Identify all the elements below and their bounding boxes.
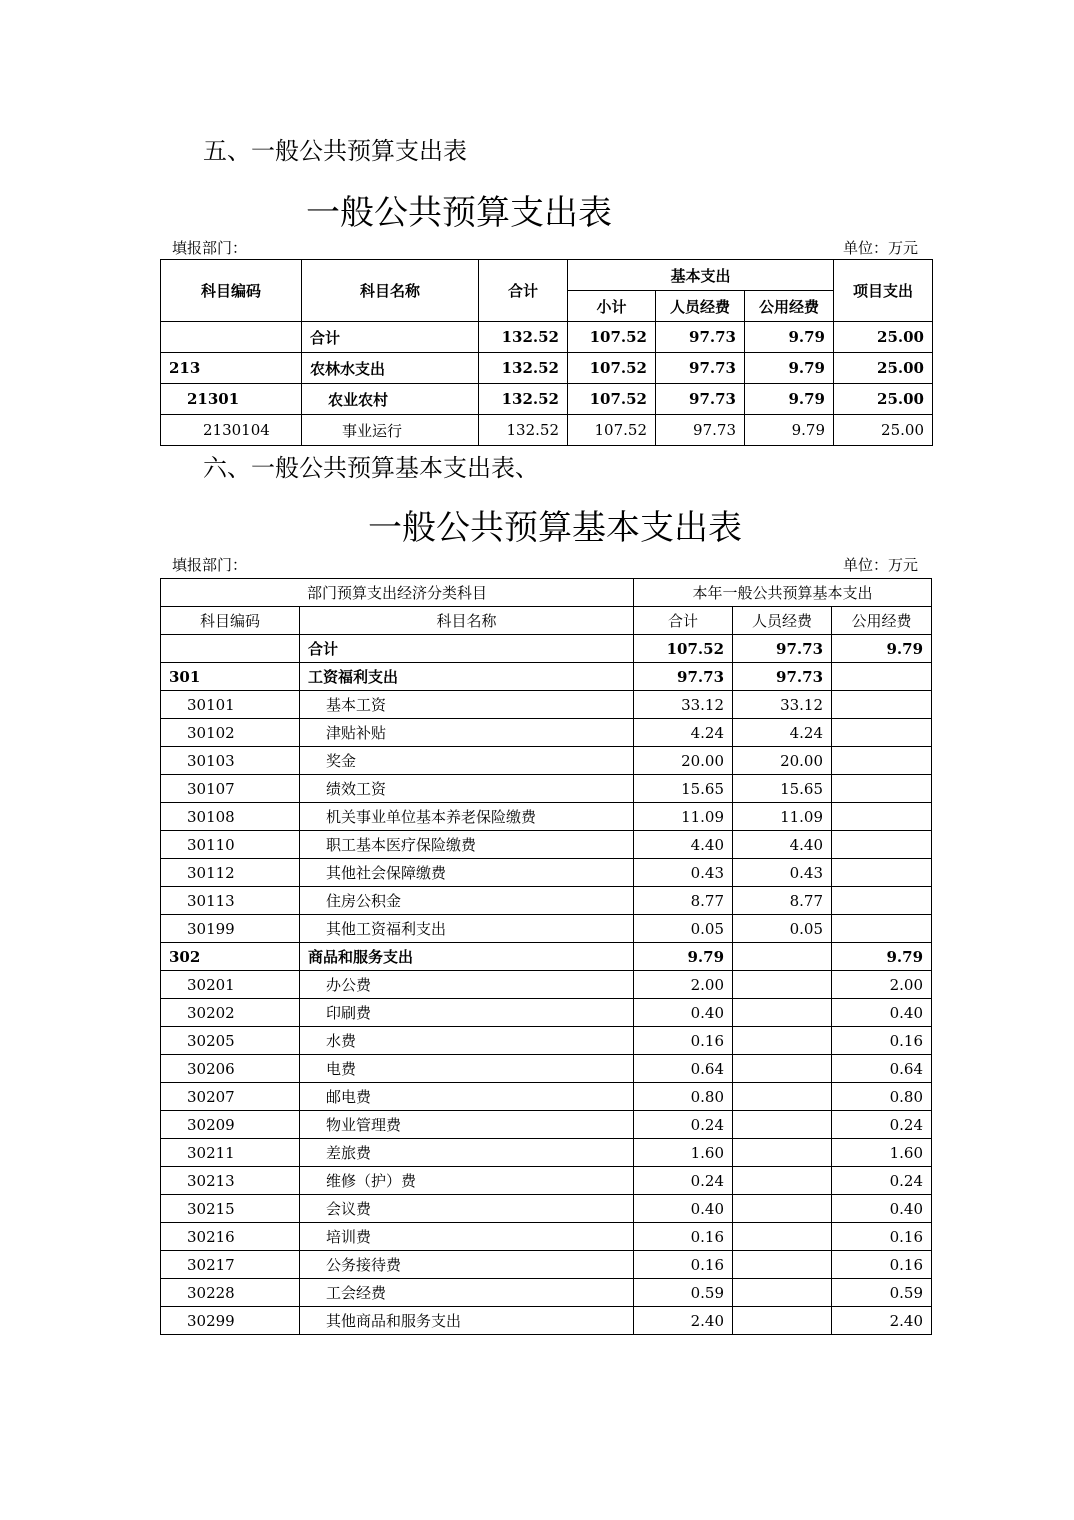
cell-name: 培训费 <box>300 1223 634 1251</box>
cell-total: 97.73 <box>634 663 733 691</box>
cell-public: 2.00 <box>832 971 932 999</box>
cell-public: 1.60 <box>832 1139 932 1167</box>
cell-subtotal: 107.52 <box>568 353 656 384</box>
cell-public: 9.79 <box>745 415 834 446</box>
cell-public <box>832 719 932 747</box>
cell-code: 30209 <box>161 1111 300 1139</box>
cell-personnel: 20.00 <box>733 747 832 775</box>
section5-heading: 五、一般公共预算支出表 <box>203 137 467 165</box>
cell-public: 9.79 <box>832 943 932 971</box>
cell-public: 0.24 <box>832 1167 932 1195</box>
cell-public: 0.16 <box>832 1223 932 1251</box>
cell-public: 9.79 <box>745 384 834 415</box>
cell-code: 30110 <box>161 831 300 859</box>
cell-personnel: 15.65 <box>733 775 832 803</box>
cell-project: 25.00 <box>834 384 933 415</box>
cell-project: 25.00 <box>834 353 933 384</box>
cell-total: 2.40 <box>634 1307 733 1335</box>
cell-public: 0.16 <box>832 1251 932 1279</box>
cell-name: 职工基本医疗保险缴费 <box>300 831 634 859</box>
cell-personnel <box>733 1307 832 1335</box>
t1-header-personnel: 人员经费 <box>656 291 745 322</box>
t2-header-personnel: 人员经费 <box>733 607 832 635</box>
cell-name: 水费 <box>300 1027 634 1055</box>
cell-code: 30199 <box>161 915 300 943</box>
table-row <box>161 691 932 719</box>
table-row <box>161 887 932 915</box>
cell-public <box>832 887 932 915</box>
general-budget-basic-expenditure-table <box>160 578 932 1335</box>
cell-code: 30102 <box>161 719 300 747</box>
cell-total: 0.16 <box>634 1027 733 1055</box>
cell-public: 9.79 <box>745 322 834 353</box>
cell-code: 30202 <box>161 999 300 1027</box>
table-row <box>161 943 932 971</box>
cell-personnel: 97.73 <box>656 353 745 384</box>
cell-name: 维修（护）费 <box>300 1167 634 1195</box>
cell-subtotal: 107.52 <box>568 322 656 353</box>
t2-header-name: 科目名称 <box>300 607 634 635</box>
cell-name: 其他商品和服务支出 <box>300 1307 634 1335</box>
cell-total: 0.24 <box>634 1111 733 1139</box>
cell-public: 0.16 <box>832 1027 932 1055</box>
cell-code: 30217 <box>161 1251 300 1279</box>
cell-public <box>832 915 932 943</box>
cell-subtotal: 107.52 <box>568 415 656 446</box>
cell-name: 工资福利支出 <box>300 663 634 691</box>
cell-name: 其他工资福利支出 <box>300 915 634 943</box>
table-row <box>161 1251 932 1279</box>
cell-public <box>832 691 932 719</box>
cell-total: 20.00 <box>634 747 733 775</box>
cell-personnel <box>733 971 832 999</box>
cell-total: 2.00 <box>634 971 733 999</box>
cell-personnel <box>733 1083 832 1111</box>
cell-project: 25.00 <box>834 415 933 446</box>
table-row <box>161 663 932 691</box>
cell-name: 住房公积金 <box>300 887 634 915</box>
table-row <box>161 322 933 353</box>
t1-header-code: 科目编码 <box>161 260 302 322</box>
cell-name: 电费 <box>300 1055 634 1083</box>
cell-code: 30113 <box>161 887 300 915</box>
t2-header-group-right: 本年一般公共预算基本支出 <box>634 579 932 607</box>
cell-code: 30205 <box>161 1027 300 1055</box>
table-row <box>161 1167 932 1195</box>
cell-total: 107.52 <box>634 635 733 663</box>
table-row <box>161 831 932 859</box>
table2-dept-label: 填报部门： <box>172 556 248 574</box>
cell-name: 合计 <box>300 635 634 663</box>
cell-total: 132.52 <box>479 415 568 446</box>
cell-public: 0.80 <box>832 1083 932 1111</box>
table-row <box>161 384 933 415</box>
cell-name: 物业管理费 <box>300 1111 634 1139</box>
t2-header-public: 公用经费 <box>832 607 932 635</box>
cell-public: 0.40 <box>832 1195 932 1223</box>
cell-personnel: 97.73 <box>656 415 745 446</box>
cell-public <box>832 831 932 859</box>
cell-code: 30103 <box>161 747 300 775</box>
table-row <box>161 1055 932 1083</box>
t1-header-public: 公用经费 <box>745 291 834 322</box>
table-row <box>161 635 932 663</box>
cell-personnel: 97.73 <box>733 663 832 691</box>
table-row <box>161 859 932 887</box>
table-row <box>161 1279 932 1307</box>
cell-code <box>161 635 300 663</box>
cell-name: 商品和服务支出 <box>300 943 634 971</box>
cell-code: 30213 <box>161 1167 300 1195</box>
table-row <box>161 353 933 384</box>
table-row <box>161 747 932 775</box>
cell-total: 0.59 <box>634 1279 733 1307</box>
cell-personnel <box>733 1223 832 1251</box>
cell-personnel: 11.09 <box>733 803 832 831</box>
table-row <box>161 1307 932 1335</box>
cell-code: 30112 <box>161 859 300 887</box>
cell-code <box>161 322 302 353</box>
t2-header-total: 合计 <box>634 607 733 635</box>
cell-total: 9.79 <box>634 943 733 971</box>
cell-total: 132.52 <box>479 384 568 415</box>
cell-name: 绩效工资 <box>300 775 634 803</box>
cell-total: 0.16 <box>634 1223 733 1251</box>
section6-heading: 六、一般公共预算基本支出表、 <box>203 454 539 482</box>
cell-name: 差旅费 <box>300 1139 634 1167</box>
cell-personnel: 8.77 <box>733 887 832 915</box>
cell-name: 奖金 <box>300 747 634 775</box>
cell-public: 2.40 <box>832 1307 932 1335</box>
cell-code: 30201 <box>161 971 300 999</box>
cell-personnel <box>733 1139 832 1167</box>
cell-total: 8.77 <box>634 887 733 915</box>
cell-public <box>832 803 932 831</box>
cell-code: 30108 <box>161 803 300 831</box>
cell-name: 合计 <box>302 322 479 353</box>
cell-name: 公务接待费 <box>300 1251 634 1279</box>
cell-code: 30207 <box>161 1083 300 1111</box>
cell-code: 30215 <box>161 1195 300 1223</box>
cell-code: 21301 <box>161 384 302 415</box>
cell-total: 11.09 <box>634 803 733 831</box>
cell-total: 0.64 <box>634 1055 733 1083</box>
cell-code: 30206 <box>161 1055 300 1083</box>
table-row <box>161 971 932 999</box>
t2-header-group-left: 部门预算支出经济分类科目 <box>161 579 634 607</box>
cell-personnel <box>733 1111 832 1139</box>
cell-total: 1.60 <box>634 1139 733 1167</box>
cell-personnel <box>733 1251 832 1279</box>
cell-code: 30228 <box>161 1279 300 1307</box>
table-row <box>161 1139 932 1167</box>
cell-public: 0.40 <box>832 999 932 1027</box>
cell-name: 农业农村 <box>302 384 479 415</box>
cell-total: 15.65 <box>634 775 733 803</box>
cell-personnel <box>733 1055 832 1083</box>
table2-title: 一般公共预算基本支出表 <box>368 508 742 548</box>
cell-code: 301 <box>161 663 300 691</box>
table-row <box>161 1083 932 1111</box>
cell-public <box>832 859 932 887</box>
cell-personnel <box>733 1027 832 1055</box>
cell-personnel: 33.12 <box>733 691 832 719</box>
t1-header-total: 合计 <box>479 260 568 322</box>
cell-name: 印刷费 <box>300 999 634 1027</box>
cell-name: 办公费 <box>300 971 634 999</box>
cell-project: 25.00 <box>834 322 933 353</box>
cell-subtotal: 107.52 <box>568 384 656 415</box>
cell-code: 30216 <box>161 1223 300 1251</box>
t1-header-subtotal: 小计 <box>568 291 656 322</box>
cell-total: 4.24 <box>634 719 733 747</box>
table-row <box>161 775 932 803</box>
cell-public: 0.64 <box>832 1055 932 1083</box>
cell-public <box>832 747 932 775</box>
t2-header-code: 科目编码 <box>161 607 300 635</box>
cell-personnel: 97.73 <box>733 635 832 663</box>
cell-personnel: 0.43 <box>733 859 832 887</box>
cell-personnel: 97.73 <box>656 384 745 415</box>
cell-public: 9.79 <box>745 353 834 384</box>
table-row <box>161 1027 932 1055</box>
cell-name: 基本工资 <box>300 691 634 719</box>
cell-total: 0.24 <box>634 1167 733 1195</box>
cell-total: 132.52 <box>479 353 568 384</box>
cell-personnel: 0.05 <box>733 915 832 943</box>
cell-public: 9.79 <box>832 635 932 663</box>
cell-total: 0.05 <box>634 915 733 943</box>
table-row <box>161 803 932 831</box>
cell-name: 会议费 <box>300 1195 634 1223</box>
cell-personnel: 4.24 <box>733 719 832 747</box>
cell-code: 30299 <box>161 1307 300 1335</box>
cell-total: 0.43 <box>634 859 733 887</box>
cell-personnel <box>733 1167 832 1195</box>
table-row <box>161 915 932 943</box>
cell-name: 机关事业单位基本养老保险缴费 <box>300 803 634 831</box>
cell-personnel <box>733 1279 832 1307</box>
cell-name: 工会经费 <box>300 1279 634 1307</box>
cell-personnel <box>733 943 832 971</box>
table1-dept-label: 填报部门： <box>172 239 248 257</box>
cell-total: 4.40 <box>634 831 733 859</box>
cell-total: 0.40 <box>634 1195 733 1223</box>
cell-public <box>832 775 932 803</box>
cell-personnel: 4.40 <box>733 831 832 859</box>
cell-code: 302 <box>161 943 300 971</box>
cell-total: 0.40 <box>634 999 733 1027</box>
cell-code: 30211 <box>161 1139 300 1167</box>
cell-name: 邮电费 <box>300 1083 634 1111</box>
table-row <box>161 415 933 446</box>
table-row <box>161 1223 932 1251</box>
cell-code: 30107 <box>161 775 300 803</box>
cell-public: 0.59 <box>832 1279 932 1307</box>
cell-personnel <box>733 999 832 1027</box>
cell-code: 213 <box>161 353 302 384</box>
cell-code: 2130104 <box>161 415 302 446</box>
table1-unit-label: 单位：万元 <box>843 239 919 257</box>
cell-total: 33.12 <box>634 691 733 719</box>
table-row <box>161 1111 932 1139</box>
t1-header-name: 科目名称 <box>302 260 479 322</box>
cell-name: 津贴补贴 <box>300 719 634 747</box>
cell-total: 0.16 <box>634 1251 733 1279</box>
cell-name: 事业运行 <box>302 415 479 446</box>
table2-unit-label: 单位：万元 <box>843 556 919 574</box>
cell-code: 30101 <box>161 691 300 719</box>
cell-name: 其他社会保障缴费 <box>300 859 634 887</box>
t1-header-basic-group: 基本支出 <box>568 260 834 291</box>
table-row <box>161 1195 932 1223</box>
cell-public: 0.24 <box>832 1111 932 1139</box>
cell-public <box>832 663 932 691</box>
cell-name: 农林水支出 <box>302 353 479 384</box>
cell-personnel: 97.73 <box>656 322 745 353</box>
table-row <box>161 719 932 747</box>
general-budget-expenditure-table <box>160 259 933 446</box>
cell-personnel <box>733 1195 832 1223</box>
table-row <box>161 999 932 1027</box>
cell-total: 132.52 <box>479 322 568 353</box>
table1-title: 一般公共预算支出表 <box>306 193 612 233</box>
cell-total: 0.80 <box>634 1083 733 1111</box>
t1-header-project: 项目支出 <box>834 260 933 322</box>
